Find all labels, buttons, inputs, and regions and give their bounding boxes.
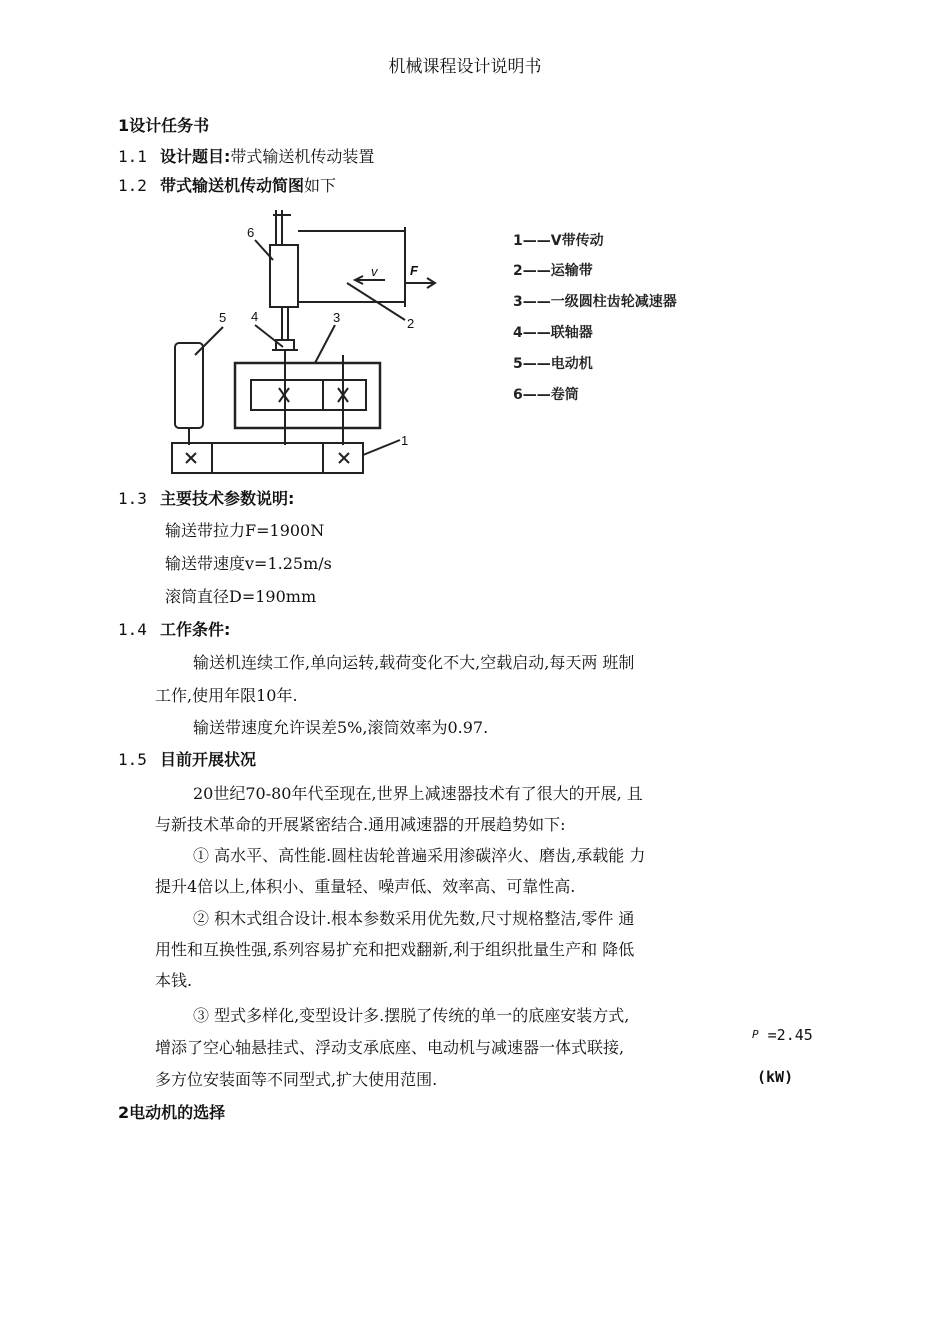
- callout-2: 2: [407, 316, 415, 331]
- subsection-label: 工作条件:: [160, 620, 231, 639]
- legend-item-1: 1——V带传动: [513, 233, 604, 249]
- reducer-housing: [235, 363, 380, 428]
- callout-5: 5: [219, 310, 227, 325]
- param-belt-speed: 输送带速度v=1.25m/s: [165, 554, 332, 573]
- subsection-1-1: [118, 144, 374, 167]
- section-1-heading: 1设计任务书: [118, 116, 210, 135]
- callout-3: 3: [333, 310, 341, 325]
- work-conditions-line-1: 输送机连续工作,单向运转,载荷变化不大,空载启动,每天两 班制: [193, 653, 635, 672]
- drum-part: [270, 245, 298, 307]
- status-line-9: 增添了空心轴悬挂式、浮动支承底座、电动机与减速器一体式联接,: [155, 1038, 625, 1057]
- subsection-text: 带式输送机传动装置: [230, 147, 375, 166]
- subsection-1-2: [118, 173, 336, 196]
- subsection-1-4: [118, 617, 230, 640]
- subsection-label: 设计题目:: [160, 147, 231, 166]
- status-line-1: 20世纪70-80年代至现在,世界上减速器技术有了很大的开展, 且: [193, 784, 643, 803]
- work-conditions-line-2: 工作,使用年限10年.: [155, 686, 298, 705]
- subsection-number: 1.4: [118, 620, 147, 639]
- subsection-number: 1.3: [118, 489, 147, 508]
- callout-6: 6: [247, 225, 255, 240]
- status-line-3: ① 高水平、高性能.圆柱齿轮普遍采用渗碳淬火、磨齿,承载能 力: [193, 846, 646, 865]
- status-line-4: 提升4倍以上,体积小、重量轻、噪声低、效率高、可靠性高.: [155, 877, 576, 896]
- status-line-7: 本钱.: [155, 971, 193, 990]
- status-line-10: 多方位安装面等不同型式,扩大使用范围.: [155, 1070, 438, 1089]
- param-belt-force: 输送带拉力F=1900N: [165, 521, 325, 540]
- document-title: 机械课程设计说明书: [388, 57, 542, 77]
- section-2-heading: 2电动机的选择: [118, 1103, 226, 1122]
- legend-item-4: 4——联轴器: [513, 325, 593, 341]
- legend-item-5: 5——电动机: [513, 356, 593, 372]
- status-line-8: ③ 型式多样化,变型设计多.摆脱了传统的单一的底座安装方式,: [193, 1006, 630, 1025]
- speed-tolerance-text: 输送带速度允许误差5%,滚筒效率为0.97.: [193, 718, 489, 737]
- motor-part: [175, 343, 203, 428]
- subsection-1-3: [118, 486, 294, 509]
- power-side-note: [752, 1026, 813, 1044]
- power-value: =2.45: [767, 1026, 813, 1044]
- legend-item-2: 2——运输带: [513, 263, 593, 279]
- velocity-symbol: v: [371, 264, 378, 279]
- transmission-diagram: [155, 205, 695, 485]
- callout-1: 1: [401, 433, 409, 448]
- subsection-number: 1.2: [118, 176, 147, 195]
- callout-4: 4: [251, 309, 259, 324]
- force-symbol: F: [410, 263, 418, 278]
- subsection-label: 带式输送机传动简图: [160, 176, 305, 195]
- status-line-5: ② 积木式组合设计.根本参数采用优先数,尺寸规格整洁,零件 通: [193, 909, 635, 928]
- subsection-label: 主要技术参数说明:: [160, 489, 295, 508]
- subsection-text: 如下: [304, 176, 337, 195]
- legend-item-3: 3——一级圆柱齿轮减速器: [513, 294, 677, 310]
- power-symbol: P: [752, 1028, 759, 1041]
- subsection-number: 1.5: [118, 750, 147, 769]
- status-line-6: 用性和互换性强,系列容易扩充和把戏翻新,利于组织批量生产和 降低: [155, 940, 635, 959]
- subsection-label: 目前开展状况: [160, 750, 257, 769]
- legend-item-6: 6——卷筒: [513, 387, 579, 403]
- subsection-1-5: [118, 747, 256, 770]
- param-drum-diameter: 滚筒直径D=190mm: [165, 587, 317, 606]
- subsection-number: 1.1: [118, 147, 147, 166]
- power-unit: (kW): [757, 1068, 794, 1086]
- status-line-2: 与新技术革命的开展紧密结合.通用减速器的开展趋势如下:: [155, 815, 566, 834]
